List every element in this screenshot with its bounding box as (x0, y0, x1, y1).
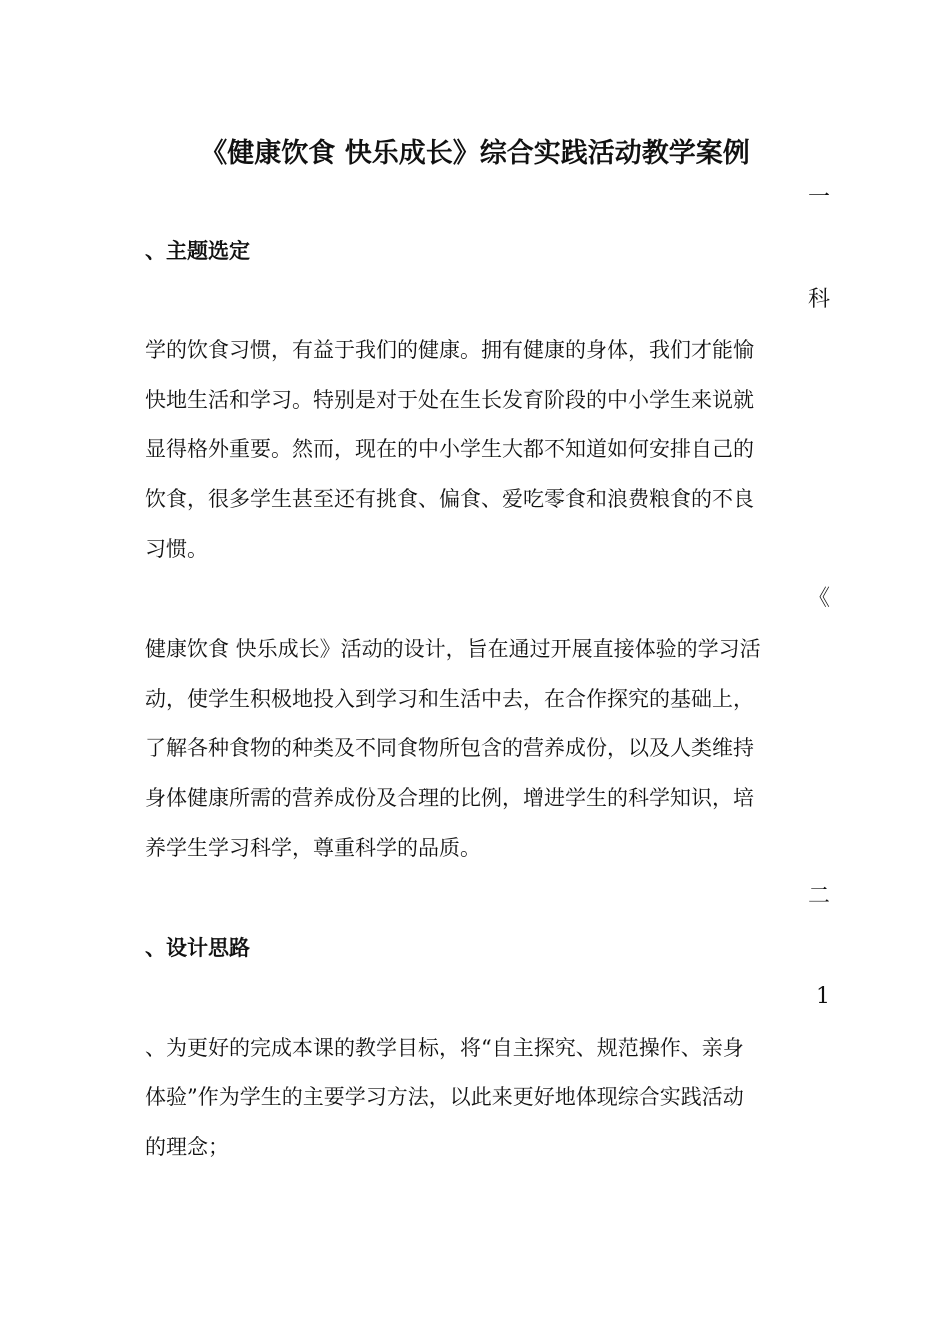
paragraph-2-line-2: 动，使学生积极地投入到学习和生活中去，在合作探究的基础上， (145, 687, 754, 711)
paragraph-1-line-3: 显得格外重要。然而，现在的中小学生大都不知道如何安排自己的 (145, 437, 754, 461)
paragraph-1-line-5: 习惯。 (145, 537, 208, 561)
paragraph-2-line-5: 养学生学习科学，尊重科学的品质。 (145, 836, 481, 860)
section-2-number: 二 (807, 884, 830, 909)
section-1-number: 一 (807, 185, 830, 210)
item-1-line-1: 、为更好的完成本课的教学目标，将“自主探究、规范操作、亲身 (145, 1036, 744, 1060)
paragraph-1-lead: 科 (807, 287, 830, 312)
paragraph-1-line-1: 学的饮食习惯，有益于我们的健康。拥有健康的身体，我们才能愉 (145, 338, 754, 362)
document-title: 《健康饮食 快乐成长》综合实践活动教学案例 (200, 138, 750, 169)
item-1-line-2: 体验”作为学生的主要学习方法，以此来更好地体现综合实践活动 (145, 1085, 744, 1109)
paragraph-2-line-4: 身体健康所需的营养成份及合理的比例，增进学生的科学知识，培 (145, 786, 754, 810)
paragraph-2-line-1: 健康饮食 快乐成长》活动的设计，旨在通过开展直接体验的学习活 (145, 637, 761, 661)
paragraph-2-lead: 《 (807, 586, 830, 611)
item-1-lead: 1 (816, 984, 830, 1009)
paragraph-2-line-3: 了解各种食物的种类及不同食物所包含的营养成份，以及人类维持 (145, 736, 754, 760)
paragraph-1-line-2: 快地生活和学习。特别是对于处在生长发育阶段的中小学生来说就 (145, 388, 754, 412)
section-2-heading: 、设计思路 (145, 936, 250, 960)
item-1-line-3: 的理念； (145, 1135, 229, 1159)
section-1-heading: 、主题选定 (145, 239, 250, 263)
paragraph-1-line-4: 饮食，很多学生甚至还有挑食、偏食、爱吃零食和浪费粮食的不良 (145, 487, 754, 511)
